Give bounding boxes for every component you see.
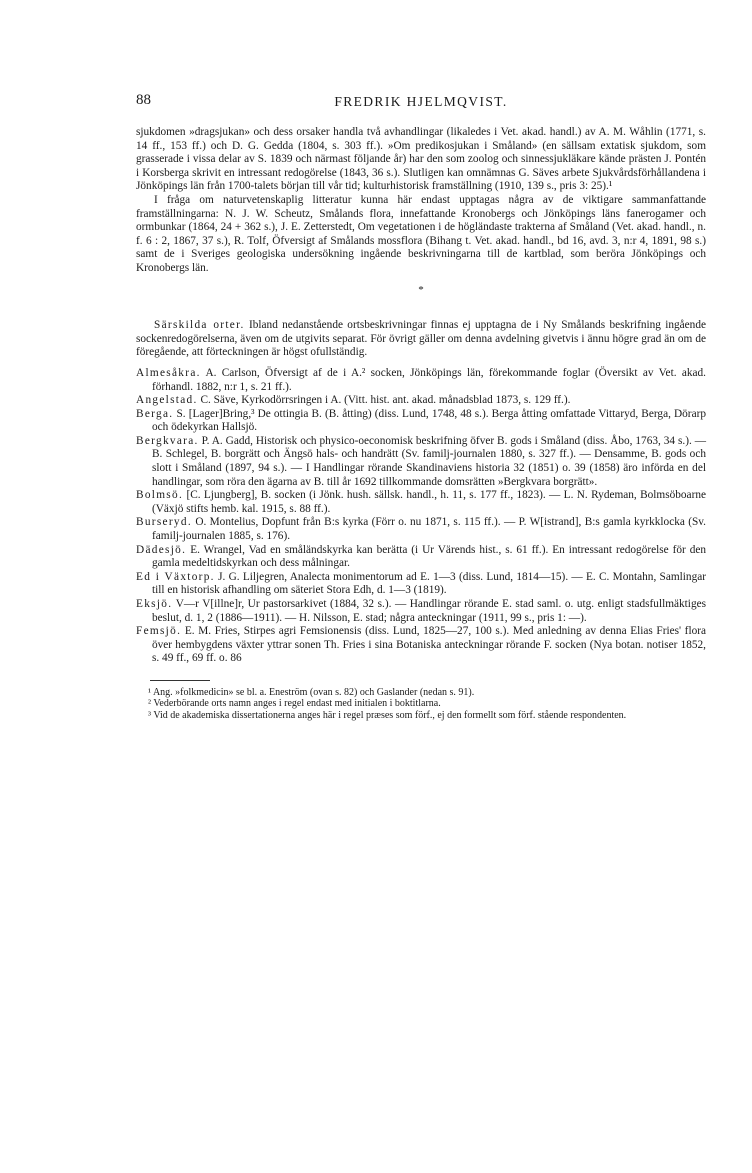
page-header	[136, 92, 706, 116]
entry-burseryd	[136, 516, 706, 543]
entry-text: C. Säve, Kyrkodörrsringen i A. (Vitt. hist. ant. akad. månadsblad 1873, s. 129 ff.).	[200, 394, 571, 407]
entry-place: Eksjö.	[136, 598, 173, 610]
entry-ed-i-vaxtorp	[136, 571, 706, 598]
entry-dadesjo	[136, 544, 706, 571]
section-intro-text: Ibland nedanstående ortsbeskrivningar finnas ej upptagna de i Ny Smålands beskrifning ingående sockenredogörelserna, även om de utgivits separat. För övrigt gäller om denna avdelning givetvis i ännu högre grad än om de föregående, att förteckningen är högst ofullständig.	[136, 319, 706, 359]
entry-place: Femsjö.	[136, 625, 182, 638]
footnote: ² Vederbörande orts namn anges i regel endast med initialen i boktitlarna.	[148, 698, 441, 710]
footnote: ³ Vid de akademiska dissertationerna anges här i regel præses som förf., ej den formellt som förf. stående respondenten.	[148, 709, 627, 721]
entry-text: V—r V[illne]r, Ur pastorsarkivet (1884, 32 s.). — Handlingar rörande E. stad saml. o. utg. enligt stadsfullmäktiges beslut, d. 1, 2 (1886—1911). — H. Nilsson, E. stad; några anteckningar (1911, 99 s., pris 1: —).	[152, 598, 707, 624]
entry-text: S. [Lager]Bring,³ De ottingia B. (B. åtting) (diss. Lund, 1748, 48 s.). Berga åtting omfattade Vittaryd, Berga, Dörarp och ödekyrkan Hallsjö.	[152, 407, 706, 434]
entry-femsjo	[136, 625, 706, 666]
entry-text: P. A. Gadd, Historisk och physico-oeconomisk beskrifning öfver B. gods i Småland (diss. Åbo, 1763, 34 s.). — B. Schlegel, B. borgrätt och Ängsö hals- och handrätt (Sv. familj-journalen 1880, s. 327 ff.). — Densamme, B. gods och slott i Småland (1897, 94 s.). — I Handlingar rörande Skandinaviens historia 32 (1851) o. 39 (1858) äro införda en del handlingar, som röra den ägarna av B. till år 1692 tillkommande domsrätten »Bergkvara borgrätt».	[152, 434, 706, 488]
running-head: FREDRIK HJELMQVIST.	[334, 94, 508, 109]
entry-text: A. Carlson, Öfversigt af de i A.² socken, Jönköpings län, förekommande foglar (Översikt av Vet. akad. förhandl. 1882, n:r 1, s. 21 ff.).	[152, 366, 707, 393]
entry-berga	[136, 408, 706, 435]
paragraph: I fråga om naturvetenskaplig litteratur kunna här endast upptagas några av de viktigare sammanfattande framställningarna: N. J. W. Scheutz, Smålands flora, innefattande Kronobergs och Jönköpings läns fanerogamer och ormbunkar (1864, 24 + 362 s.), J. E. Zetterstedt, Om vegetationen i de högländaste trakterna af Småland (Vet. akad. handl., n. f. 6 : 2, 1867, 37 s.), R. Tolf, Öfversigt af Smålands mossflora (Bihang t. Vet. akad. handl., bd 16, avd. 3, n:r 4, 1891, 98 s.) samt de i Sveriges geologiska undersökning ingående beskrivningarna till de kartblad, som beröra Jönköpings och Kronobergs län.	[136, 193, 706, 274]
entry-place: Bergkvara.	[136, 434, 199, 447]
entry-place: Bolmsö.	[136, 489, 184, 502]
section-heading: Särskilda orter.	[154, 319, 245, 332]
entry-text: E. Wrangel, Vad en småländskyrka kan berätta (i Ur Värends hist., s. 61 ff.). En intressant redogörelse för den gamla medeltidskyrkan och dess målningar.	[152, 543, 707, 570]
entry-place: Almesåkra.	[136, 366, 201, 379]
page-number: 88	[136, 92, 151, 108]
entry-place: Angelstad.	[136, 394, 198, 407]
entry-place: Burseryd.	[136, 516, 192, 529]
body-text	[136, 126, 706, 666]
entry-text: [C. Ljungberg], B. socken (i Jönk. hush. sällsk. handl., h. 11, s. 177 ff., 1823). — L. N. Rydeman, Bolmsöboarne (Växjö stifts hemb. kal. 1915, s. 88 ff.).	[152, 489, 706, 515]
entry-text: O. Montelius, Dopfunt från B:s kyrka (Förr o. nu 1871, s. 115 ff.). — P. W[istrand], B:s gamla kyrkklocka (Sv. familj-journalen 1885, s. 176).	[152, 516, 707, 543]
entry-text: E. M. Fries, Stirpes agri Femsionensis (diss. Lund, 1825—27, 100 s.). Med anledning av denna Elias Fries' flora över hembygdens växter yttrar sonen Th. Fries i sina Botaniska anteckningar rörande F. socken (Nya botan. notiser 1852, s. 49 ff., 69 ff. o. 86	[152, 625, 707, 665]
entry-text: J. G. Liljegren, Analecta monimentorum ad E. 1—3 (diss. Lund, 1814—15). — E. C. Montahn, Samlingar till en historisk afhandling om säteriet Stora Edh, d. 1—3 (1819).	[152, 570, 706, 597]
entry-place: Ed i Växtorp.	[136, 570, 215, 583]
entry-bergkvara	[136, 435, 706, 489]
page	[136, 92, 706, 721]
section-separator: *	[418, 283, 424, 296]
entry-place: Dädesjö.	[136, 543, 187, 556]
paragraph: sjukdomen »dragsjukan» och dess orsaker handla två avhandlingar (likaledes i Vet. akad. handl.) av A. M. Wåhlin (1771, s. 14 ff., 153 ff.) och D. G. Gedda (1804, s. 303 ff.). »Om predikosjukan i Småland» (en sällsam extatisk sjukdom, som grasserade i vissa delar av S. 1839 och närmast följande år) har den som zoolog och sinnessjukläkare kände prästen J. Pontén i Korsberga skrivit en intressant redogörelse (1843, 36 s.). Slutligen kan omnämnas G. Säves arbete Sjukvårdsförhållandena i Jönköpings län från 1700-talets början till vår tid; kulturhistorisk framställning (1910, 139 s., pris 3: 25).¹	[136, 126, 706, 193]
entry-eksjo	[136, 598, 706, 625]
entry-bolmso	[136, 489, 706, 516]
entry-angelstad	[136, 394, 706, 408]
footnote: ¹ Ang. »folkmedicin» se bl. a. Eneström (ovan s. 82) och Gaslander (nedan s. 91).	[148, 686, 475, 698]
entry-place: Berga.	[136, 407, 174, 420]
section-intro	[136, 319, 706, 360]
footnotes	[136, 687, 706, 721]
footnote-rule	[150, 680, 210, 681]
entry-almesakra	[136, 367, 706, 394]
